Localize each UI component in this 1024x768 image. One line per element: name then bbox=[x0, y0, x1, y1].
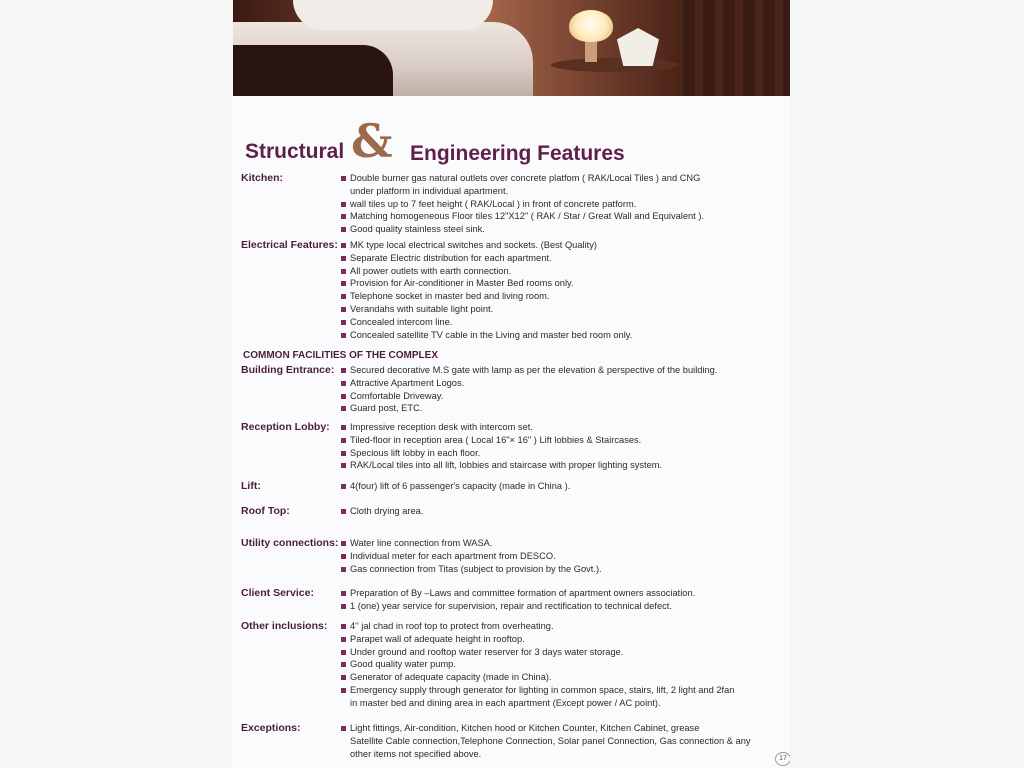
feature-list bbox=[341, 620, 781, 710]
feature-text: 4'' jal chad in roof top to protect from overheating. bbox=[350, 621, 554, 631]
square-bullet-icon bbox=[341, 591, 346, 596]
feature-text: Light fittings, Air-condition, Kitchen hood or Kitchen Counter, Kitchen Cabinet, grease bbox=[350, 723, 700, 733]
square-bullet-icon bbox=[341, 637, 346, 642]
feature-item bbox=[341, 277, 781, 290]
feature-item bbox=[341, 377, 781, 390]
feature-item bbox=[341, 265, 781, 278]
feature-text: 4(four) lift of 6 passenger's capacity (made in China ). bbox=[350, 481, 571, 491]
bedroom-photo bbox=[233, 0, 790, 96]
feature-text: Water line connection from WASA. bbox=[350, 538, 493, 548]
feature-text: Impressive reception desk with intercom set. bbox=[350, 422, 533, 432]
feature-text: Generator of adequate capacity (made in China). bbox=[350, 672, 552, 683]
feature-text: Concealed intercom line. bbox=[350, 316, 453, 327]
feature-item bbox=[341, 434, 781, 447]
feature-text-continued: under platform in individual apartment. bbox=[350, 185, 509, 196]
title-word-engineering: Engineering Features bbox=[410, 142, 625, 165]
common-facilities-heading: COMMON FACILITIES OF THE COMPLEX bbox=[243, 350, 438, 361]
square-bullet-icon bbox=[341, 243, 346, 248]
feature-text: All power outlets with earth connection. bbox=[350, 265, 512, 276]
title-word-structural: Structural bbox=[245, 140, 345, 163]
feature-text: Gas connection from Titas (subject to provision by the Govt.). bbox=[350, 563, 602, 574]
feature-text: Guard post, ETC. bbox=[350, 403, 423, 414]
feature-item bbox=[341, 172, 781, 198]
square-bullet-icon bbox=[341, 227, 346, 232]
feature-item bbox=[341, 587, 781, 600]
feature-text: Emergency supply through generator for lighting in common space, stairs, lift, 2 light and 2fan bbox=[350, 684, 735, 695]
feature-item bbox=[341, 537, 781, 550]
feature-text: Cloth drying area. bbox=[350, 506, 424, 516]
feature-list bbox=[341, 537, 781, 575]
feature-list bbox=[341, 505, 781, 518]
feature-item bbox=[341, 658, 781, 671]
feature-text: Good quality stainless steel sink. bbox=[350, 224, 485, 235]
feature-text: Separate Electric distribution for each apartment. bbox=[350, 252, 552, 263]
feature-list bbox=[341, 587, 781, 613]
feature-item bbox=[341, 480, 781, 493]
feature-text: 1 (one) year service for supervision, repair and rectification to technical defect. bbox=[350, 600, 672, 611]
feature-list bbox=[341, 480, 781, 493]
square-bullet-icon bbox=[341, 307, 346, 312]
feature-item bbox=[341, 303, 781, 316]
square-bullet-icon bbox=[341, 509, 346, 514]
square-bullet-icon bbox=[341, 333, 346, 338]
feature-text: Tiled-floor in reception area ( Local 16"× 16" ) Lift lobbies & Staircases. bbox=[350, 434, 642, 445]
feature-text: Under ground and rooftop water reserver for 3 days water storage. bbox=[350, 646, 624, 657]
square-bullet-icon bbox=[341, 451, 346, 456]
page-title bbox=[233, 114, 790, 170]
feature-item bbox=[341, 722, 781, 760]
feature-item bbox=[341, 550, 781, 563]
section-label: Reception Lobby: bbox=[241, 421, 330, 433]
page-number: 17 bbox=[775, 752, 790, 766]
feature-item bbox=[341, 402, 781, 415]
feature-item bbox=[341, 671, 781, 684]
brochure-page bbox=[233, 0, 790, 768]
feature-list bbox=[341, 239, 781, 341]
feature-list bbox=[341, 364, 781, 415]
feature-text: Good quality water pump. bbox=[350, 659, 456, 670]
square-bullet-icon bbox=[341, 394, 346, 399]
feature-item bbox=[341, 633, 781, 646]
feature-text: Verandahs with suitable light point. bbox=[350, 303, 494, 314]
square-bullet-icon bbox=[341, 320, 346, 325]
feature-item bbox=[341, 646, 781, 659]
square-bullet-icon bbox=[341, 662, 346, 667]
feature-item bbox=[341, 364, 781, 377]
feature-text: Parapet wall of adequate height in rooftop. bbox=[350, 633, 525, 644]
square-bullet-icon bbox=[341, 214, 346, 219]
square-bullet-icon bbox=[341, 624, 346, 629]
square-bullet-icon bbox=[341, 406, 346, 411]
section-label: Other inclusions: bbox=[241, 620, 328, 632]
feature-text-continued: Satellite Cable connection,Telephone Connection, Solar panel Connection, Gas connection & any bbox=[350, 735, 751, 746]
feature-list bbox=[341, 421, 781, 472]
square-bullet-icon bbox=[341, 726, 346, 731]
square-bullet-icon bbox=[341, 381, 346, 386]
feature-item bbox=[341, 290, 781, 303]
section-label: Lift: bbox=[241, 480, 261, 492]
feature-text: Attractive Apartment Logos. bbox=[350, 377, 465, 388]
feature-text: Individual meter for each apartment from DESCO. bbox=[350, 550, 556, 561]
section-label: Client Service: bbox=[241, 587, 314, 599]
square-bullet-icon bbox=[341, 294, 346, 299]
feature-list bbox=[341, 172, 781, 236]
feature-text: Telephone socket in master bed and living room. bbox=[350, 291, 550, 302]
section-label: Roof Top: bbox=[241, 505, 290, 517]
feature-list bbox=[341, 722, 781, 760]
square-bullet-icon bbox=[341, 567, 346, 572]
square-bullet-icon bbox=[341, 484, 346, 489]
square-bullet-icon bbox=[341, 554, 346, 559]
square-bullet-icon bbox=[341, 650, 346, 655]
square-bullet-icon bbox=[341, 256, 346, 261]
square-bullet-icon bbox=[341, 438, 346, 443]
feature-item bbox=[341, 620, 781, 633]
section-label: Exceptions: bbox=[241, 722, 301, 734]
square-bullet-icon bbox=[341, 425, 346, 430]
feature-item bbox=[341, 316, 781, 329]
feature-item bbox=[341, 329, 781, 342]
square-bullet-icon bbox=[341, 269, 346, 274]
square-bullet-icon bbox=[341, 541, 346, 546]
feature-text-continued: in master bed and dining area in each apartment (Except power / AC point). bbox=[350, 697, 661, 708]
title-ampersand: & bbox=[351, 114, 393, 168]
feature-item bbox=[341, 447, 781, 460]
feature-item bbox=[341, 390, 781, 403]
section-label: Utility connections: bbox=[241, 537, 339, 549]
square-bullet-icon bbox=[341, 368, 346, 373]
feature-text: RAK/Local tiles into all lift, lobbies and staircase with proper lighting system. bbox=[350, 460, 663, 471]
feature-item bbox=[341, 421, 781, 434]
feature-text: wall tiles up to 7 feet height ( RAK/Local ) in front of concrete patform. bbox=[350, 198, 637, 209]
feature-item bbox=[341, 505, 781, 518]
feature-item bbox=[341, 684, 781, 710]
feature-text-continued: other items not specified above. bbox=[350, 748, 482, 759]
feature-item bbox=[341, 223, 781, 236]
section-label: Kitchen: bbox=[241, 172, 283, 184]
square-bullet-icon bbox=[341, 604, 346, 609]
feature-text: Double burner gas natural outlets over concrete platfom ( RAK/Local Tiles ) and CNG bbox=[350, 173, 701, 183]
feature-text: Preparation of By –Laws and committee formation of apartment owners association. bbox=[350, 588, 696, 598]
feature-item bbox=[341, 198, 781, 211]
feature-text: Specious lift lobby in each floor. bbox=[350, 447, 481, 458]
square-bullet-icon bbox=[341, 202, 346, 207]
feature-text: Concealed satellite TV cable in the Living and master bed room only. bbox=[350, 329, 633, 340]
feature-item bbox=[341, 600, 781, 613]
feature-item bbox=[341, 239, 781, 252]
square-bullet-icon bbox=[341, 281, 346, 286]
square-bullet-icon bbox=[341, 176, 346, 181]
section-label: Electrical Features: bbox=[241, 239, 338, 251]
feature-text: MK type local electrical switches and sockets. (Best Quality) bbox=[350, 240, 597, 250]
feature-text: Comfortable Driveway. bbox=[350, 390, 444, 401]
feature-item bbox=[341, 252, 781, 265]
feature-text: Provision for Air-conditioner in Master Bed rooms only. bbox=[350, 278, 574, 289]
square-bullet-icon bbox=[341, 688, 346, 693]
feature-text: Secured decorative M.S gate with lamp as per the elevation & perspective of the building. bbox=[350, 365, 718, 375]
square-bullet-icon bbox=[341, 675, 346, 680]
section-label: Building Entrance: bbox=[241, 364, 335, 376]
feature-text: Matching homogeneous Floor tiles 12"X12" ( RAK / Star / Great Wall and Equivalent ). bbox=[350, 211, 705, 222]
square-bullet-icon bbox=[341, 463, 346, 468]
feature-item bbox=[341, 459, 781, 472]
feature-item bbox=[341, 563, 781, 576]
feature-item bbox=[341, 210, 781, 223]
